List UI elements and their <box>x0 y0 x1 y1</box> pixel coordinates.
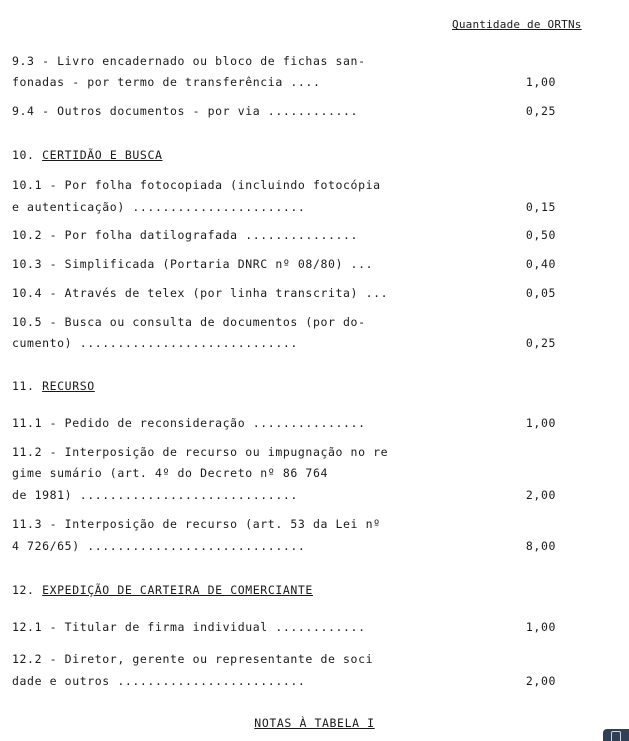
section-10-title: CERTIDÃO E BUSCA <box>42 148 163 162</box>
corner-widget-icon <box>611 731 621 741</box>
item-11-1-qty: 1,00 <box>525 416 556 430</box>
quantity-column-header: Quantidade de ORTNs <box>452 18 582 31</box>
item-10-1-qty: 0,15 <box>525 200 556 214</box>
item-11-3-qty: 8,00 <box>525 539 556 553</box>
notes-heading: NOTAS À TABELA I <box>254 716 375 730</box>
item-11-2-line-1: 11.2 - Interposição de recurso ou impugnação no re <box>12 445 389 459</box>
item-10-1-line-1: 10.1 - Por folha fotocopiada (incluindo fotocópia <box>12 178 381 192</box>
item-10-4-qty: 0,05 <box>525 286 556 300</box>
item-10-2-line-1: 10.2 - Por folha datilografada ............... <box>12 228 359 242</box>
section-11-number: 11. <box>12 379 35 393</box>
item-10-5-line-1: 10.5 - Busca ou consulta de documentos (por do- <box>12 315 366 329</box>
item-9-3-line-1: 9.3 - Livro encadernado ou bloco de fichas san- <box>12 54 366 68</box>
item-11-3-line-2: 4 726/65) ............................. <box>12 539 306 553</box>
item-10-5-line-2: cumento) ............................. <box>12 336 298 350</box>
section-11-heading <box>12 379 95 393</box>
item-12-2-qty: 2,00 <box>525 674 556 688</box>
item-10-2-qty: 0,50 <box>525 228 556 242</box>
item-11-2-line-2: gime sumário (art. 4º do Decreto nº 86 764 <box>12 466 328 480</box>
section-11-title: RECURSO <box>42 379 95 393</box>
item-9-4-line-1: 9.4 - Outros documentos - por via ............ <box>12 104 359 118</box>
section-12-number: 12. <box>12 583 35 597</box>
item-10-5-qty: 0,25 <box>525 336 556 350</box>
item-10-4-line-1: 10.4 - Através de telex (por linha transcrita) ... <box>12 286 389 300</box>
item-10-3-line-1: 10.3 - Simplificada (Portaria DNRC nº 08/80) ... <box>12 257 374 271</box>
item-11-2-line-3: de 1981) ............................. <box>12 488 298 502</box>
item-12-1-qty: 1,00 <box>525 620 556 634</box>
section-10-number: 10. <box>12 148 35 162</box>
item-9-4-qty: 0,25 <box>525 104 556 118</box>
item-12-1-line-1: 12.1 - Titular de firma individual ............ <box>12 620 366 634</box>
section-10-heading <box>12 148 163 162</box>
item-11-1-line-1: 11.1 - Pedido de reconsideração ............... <box>12 416 366 430</box>
item-10-3-qty: 0,40 <box>525 257 556 271</box>
item-11-2-qty: 2,00 <box>525 488 556 502</box>
item-9-3-line-2: fonadas - por termo de transferência .... <box>12 75 321 89</box>
corner-widget[interactable] <box>603 729 629 741</box>
item-11-3-line-1: 11.3 - Interposição de recurso (art. 53 da Lei nº <box>12 517 381 531</box>
item-9-3-qty: 1,00 <box>525 75 556 89</box>
section-12-title: EXPEDIÇÃO DE CARTEIRA DE COMERCIANTE <box>42 583 313 597</box>
item-12-2-line-1: 12.2 - Diretor, gerente ou representante de soci <box>12 652 374 666</box>
section-12-heading <box>12 583 313 597</box>
item-10-1-line-2: e autenticação) ....................... <box>12 200 306 214</box>
item-12-2-line-2: dade e outros ......................... <box>12 674 306 688</box>
